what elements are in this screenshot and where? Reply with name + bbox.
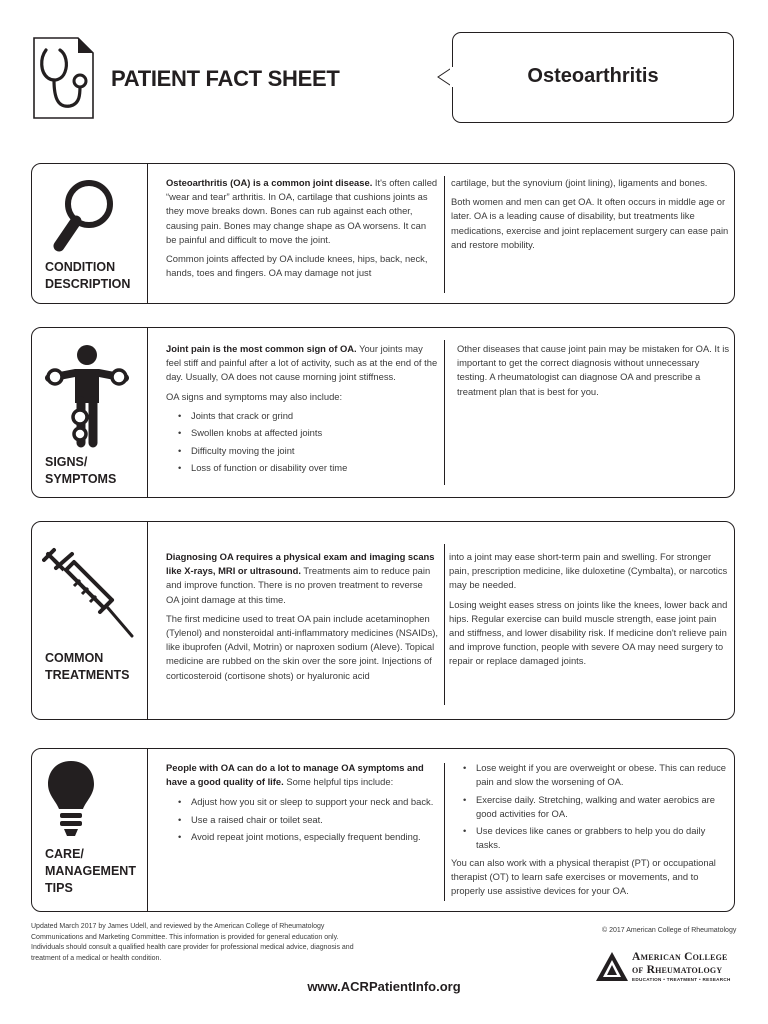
- paragraph: cartilage, but the synovium (joint lining), ligaments and bones.: [451, 177, 708, 188]
- paragraph-text: Some helpful tips include:: [283, 776, 394, 788]
- paragraph: You can also work with a physical therapist (PT) or occupational therapist (OT) to learn safe exercises or movements, and to properly use assistive devices for your OA.: [451, 856, 716, 897]
- section-label: [45, 846, 136, 897]
- paragraph: Common joints affected by OA include knees, hips, back, neck, hands, toes and fingers. OA may damage not just: [166, 253, 428, 279]
- label-line: COMMON: [45, 651, 104, 665]
- left-column: [166, 761, 438, 848]
- paragraph-text: Your joints may feel stiff and painful after a lot of activity, such as at the end of the day. Usually, OA does not cause morning joint stiffness.: [166, 343, 438, 383]
- label-line: SYMPTOMS: [45, 472, 117, 486]
- section-label: [45, 454, 116, 488]
- paragraph: OA signs and symptoms may also include:: [166, 390, 343, 402]
- website-link[interactable]: www.ACRPatientInfo.org: [307, 979, 461, 994]
- paragraph: [166, 176, 438, 247]
- list-item: • Lose weight if you are overweight or obese. This can reduce pain and slow the worsening of OA.: [463, 761, 729, 789]
- label-line: CARE/: [45, 847, 84, 861]
- list-item: • Loss of function or disability over time: [178, 461, 438, 475]
- magnifying-glass-icon: [49, 176, 117, 254]
- label-line: MANAGEMENT: [45, 864, 136, 878]
- list-item: • Adjust how you sit or sleep to support your neck and back.: [178, 795, 438, 809]
- lead-sentence: Osteoarthritis (OA) is a common joint disease.: [166, 177, 373, 188]
- light-bulb-icon: [44, 759, 98, 839]
- body-joints-icon: [43, 343, 131, 448]
- paragraph: Losing weight eases stress on joints like the knees, lower back and hips. Regular exercise can build muscle strength, ease joint pain and stiffness, and lower disability risk. If medicine don't relieve pain and improve function, people with severe OA may need surgery to repair or replace damaged joints.: [449, 598, 728, 667]
- syringe-icon: [42, 546, 134, 642]
- acr-logo-triangle-icon: [595, 951, 629, 982]
- list-item: • Difficulty moving the joint: [178, 444, 438, 458]
- section-divider: [147, 522, 148, 719]
- label-line: CONDITION: [45, 260, 116, 274]
- label-line: SIGNS/: [45, 455, 88, 469]
- column-divider: [444, 763, 445, 901]
- paragraph: Both women and men can get OA. It often occurs in middle age or later. OA is a leading cause of disability, but treatments like medications, exercise and joint replacement surgery can ease pain and restore mobility.: [451, 196, 729, 250]
- topic-title: Osteoarthritis: [527, 65, 659, 87]
- paragraph-text: It's often called “wear and tear” arthritis. In OA, cartilage that cushions joints as they move breaks down. Bones can rub against each other, causing pain. Bones may change shape as OA worsens. It can be painful and difficult to move the joint.: [166, 177, 438, 245]
- left-column: [166, 176, 438, 285]
- tips-list: [463, 761, 729, 853]
- paragraph: into a joint may ease short-term pain and swelling. For stronger pain, prescription medicine, like duloxetine (Cymbalta), or narcotics may be needed.: [449, 551, 728, 591]
- paragraph-text: Treatments aim to reduce pain and improve function. There is no proven treatment to reverse OA joint damage at this time.: [166, 565, 431, 605]
- acr-logo-line1: American College: [632, 951, 728, 963]
- label-line: TREATMENTS: [45, 668, 130, 682]
- acr-logo-tagline: EDUCATION • TREATMENT • RESEARCH: [632, 977, 731, 982]
- section-divider: [147, 328, 148, 497]
- stethoscope-document-icon: [32, 36, 95, 120]
- acr-logo-line2: of Rheumatology: [632, 964, 723, 976]
- lead-sentence: Joint pain is the most common sign of OA.: [166, 343, 357, 354]
- paragraph: Other diseases that cause joint pain may be mistaken for OA. It is important to get the correct diagnosis without unnecessary testing. A rheumatologist can diagnose OA and prescribe a treatment plan that is best for you.: [457, 343, 730, 397]
- list-item: • Use a raised chair or toilet seat.: [178, 813, 438, 827]
- column-divider: [444, 176, 445, 293]
- condition-description-section: [31, 163, 735, 304]
- left-column: [166, 550, 438, 688]
- section-label: [45, 259, 130, 293]
- fact-sheet-title: PATIENT FACT SHEET: [111, 66, 340, 91]
- section-divider: [147, 749, 148, 911]
- tips-list: [178, 795, 438, 844]
- care-management-tips-section: [31, 748, 735, 912]
- copyright: © 2017 American College of Rheumatology: [602, 927, 737, 934]
- list-item: • Use devices like canes or grabbers to help you do daily tasks.: [463, 824, 729, 852]
- signs-symptoms-section: [31, 327, 735, 498]
- right-column: [451, 761, 729, 903]
- common-treatments-section: [31, 521, 735, 720]
- paragraph: [166, 550, 438, 607]
- section-divider: [147, 164, 148, 303]
- right-column: [451, 176, 729, 257]
- paragraph: The first medicine used to treat OA pain include acetaminophen (Tylenol) and nonsteroidal anti-inflammatory medicines (NSAIDs), like ibuprofen (Advil, Motrin) or naproxen sodium (Aleve). Topical medicine are rubbed on the skin over the sore joint. Injections of corticosteroid (cortisone shots) or hyaluronic acid: [166, 612, 438, 681]
- column-divider: [444, 544, 445, 705]
- label-line: DESCRIPTION: [45, 277, 131, 291]
- list-item: • Joints that crack or grind: [178, 409, 438, 423]
- list-item: • Swollen knobs at affected joints: [178, 426, 438, 440]
- column-divider: [444, 340, 445, 485]
- lead-sentence: People with OA can do a lot to manage OA symptoms and have a good quality of life.: [166, 762, 424, 788]
- right-column: [457, 342, 729, 404]
- list-item: • Exercise daily. Stretching, walking and water aerobics are good activities for OA.: [463, 793, 729, 821]
- label-line: TIPS: [45, 881, 73, 895]
- paragraph: [166, 342, 438, 385]
- left-column: [166, 342, 438, 478]
- list-item: • Avoid repeat joint motions, especially frequent bending.: [178, 830, 438, 844]
- paragraph: [166, 761, 438, 789]
- lead-sentence: Diagnosing OA requires a physical exam and imaging scans like X-rays, MRI or ultrasound.: [166, 551, 435, 577]
- right-column: [449, 550, 729, 674]
- symptom-list: [178, 409, 438, 475]
- section-label: [45, 650, 130, 684]
- footer-disclaimer: Updated March 2017 by James Udell, and reviewed by the American College of Rheumatology Communications and Marketing Committee. This information is provided for general education only. Individuals should consult a qualified health care provider for professional medical advice, diagnosis and treatment of a medical or health condition.: [31, 923, 354, 962]
